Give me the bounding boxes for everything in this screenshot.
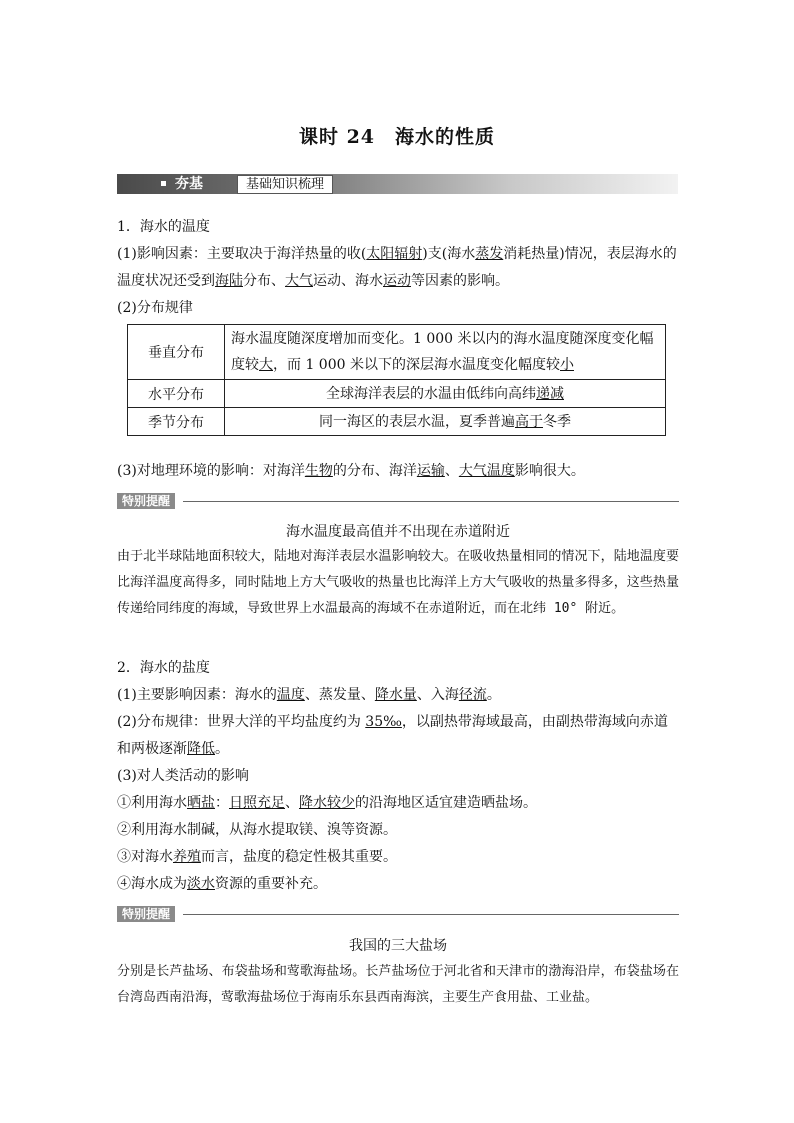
activity-item: ③对海水养殖而言，盐度的稳定性极其重要。 [117,849,397,865]
table-row [128,325,666,380]
section-2-heading: 2．海水的盐度 [117,660,210,676]
special-note-label: 特别提醒 [117,493,175,509]
note-divider [183,501,679,502]
special-note-label: 特别提醒 [117,906,175,922]
activity-item: ①利用海水晒盐：日照充足、降水较少的沿海地区适宜建造晒盐场。 [117,795,537,811]
table-key-cell: 季节分布 [128,408,225,436]
temperature-impact: (3)对地理环境的影响：对海洋生物的分布、海洋运输、大气温度影响很大。 [117,463,585,479]
special-note-bar [117,493,679,509]
page-title: 课时 24 海水的性质 [298,126,496,148]
table-value-cell: 同一海区的表层水温，夏季普遍高于冬季 [225,408,666,436]
table-row [128,380,666,408]
salinity-factors: (1)主要影响因素：海水的温度、蒸发量、降水量、入海径流。 [117,687,501,703]
note-title: 我国的三大盐场 [349,938,447,954]
section-1-heading: 1．海水的温度 [117,219,210,235]
banner-main-label: 夯基 [175,176,203,192]
table-key-cell: 水平分布 [128,380,225,408]
banner-bullet-icon [161,181,166,186]
special-note-bar [117,906,679,922]
table-row [128,408,666,436]
distribution-heading: (2)分布规律 [117,300,193,316]
activity-item: ④海水成为淡水资源的重要补充。 [117,876,327,892]
activity-item: ②利用海水制碱，从海水提取镁、溴等资源。 [117,822,397,838]
activities-heading: (3)对人类活动的影响 [117,768,249,784]
note-body: 分别是长芦盐场、布袋盐场和莺歌海盐场。长芦盐场位于河北省和天津市的渤海沿岸，布袋盐场在台湾岛西南沿海，莺歌海盐场位于海南乐东县西南海滨，主要生产食用盐、工业盐。 [117,964,679,1005]
temperature-factors: (1)影响因素：主要取决于海洋热量的收(太阳辐射)支(海水蒸发消耗热量)情况，表层海水的温度状况还受到海陆分布、大气运动、海水运动等因素的影响。 [117,246,677,289]
note-divider [183,914,679,915]
salinity-distribution: (2)分布规律：世界大洋的平均盐度约为 35‰，以副热带海域最高，由副热带海域向赤道和两极逐渐降低。 [117,714,668,757]
banner-sub-label: 基础知识梳理 [237,175,333,194]
table-value-cell: 全球海洋表层的水温由低纬向高纬递减 [225,380,666,408]
note-title: 海水温度最高值并不出现在赤道附近 [286,524,510,540]
note-body: 由于北半球陆地面积较大，陆地对海洋表层水温影响较大。在吸收热量相同的情况下，陆地温度要比海洋温度高得多，同时陆地上方大气吸收的热量也比海洋上方大气吸收的热量多得多，这些热量传递给同纬度的海域，导致世界上水温最高的海域不在赤道附近，而在北纬 10° 附近。 [117,549,679,616]
table-key-cell: 垂直分布 [128,325,225,380]
table-value-cell: 海水温度随深度增加而变化。1 000 米以内的海水温度随深度变化幅度较大，而 1 000 米以下的深层海水温度变化幅度较小 [225,325,666,380]
section-banner [117,174,678,194]
temperature-distribution-table [127,324,666,436]
